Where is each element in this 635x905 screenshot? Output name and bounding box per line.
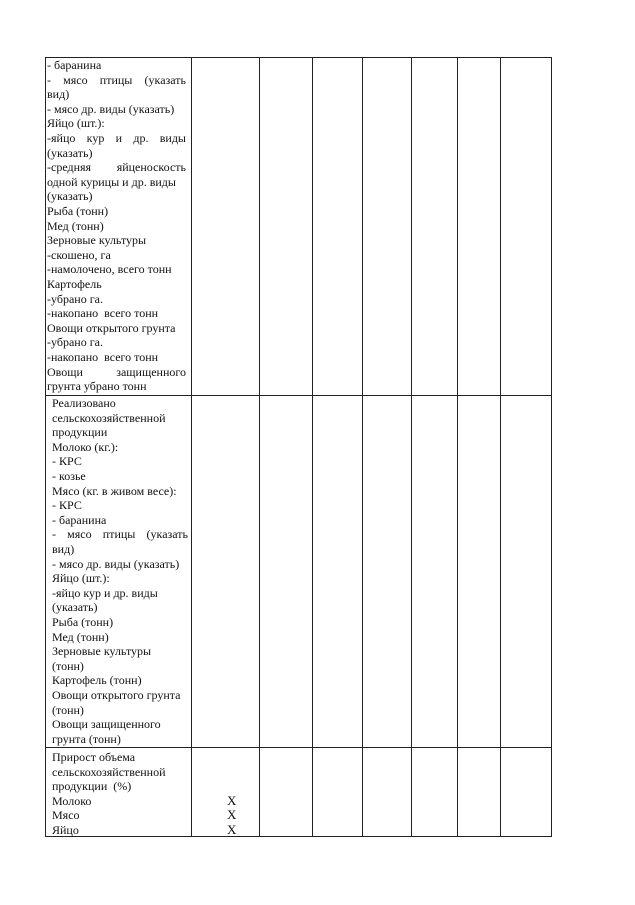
row-label: сельскохозяйственной (52, 410, 166, 425)
table-column-border-8 (551, 57, 552, 837)
row-label: - козье (52, 469, 86, 483)
row-label: (указать) (47, 189, 93, 204)
row-label: -яйцо кур и др. виды (47, 131, 186, 145)
table-column-border-0 (45, 57, 46, 837)
row-label: Картофель (47, 277, 102, 291)
row-label: -яйцо кур и др. виды (52, 585, 158, 600)
row-label: Мясо (кг. в живом весе): (52, 483, 177, 498)
table-column-border-1 (191, 57, 192, 837)
row-label: -намолочено, всего тонн (47, 262, 172, 277)
row-label: - КРС (52, 454, 82, 469)
row-label: вид) (52, 542, 75, 556)
row-label: продукции (%) (52, 779, 132, 794)
row-label: грунта (тонн) (52, 731, 121, 746)
row-label: вид) (47, 87, 70, 102)
row-label: Молоко (кг.): (52, 439, 119, 454)
not-applicable-mark: X (227, 792, 237, 808)
row-label: Яйцо (52, 823, 79, 837)
table-column-border-2 (259, 57, 260, 837)
row-label: продукции (52, 425, 108, 440)
row-label: (тонн) (52, 702, 84, 717)
table-column-border-4 (362, 57, 363, 837)
row-label: Рыба (тонн) (52, 615, 114, 629)
row-label: - КРС (52, 498, 82, 513)
row-label: - мясо др. виды (указать) (52, 556, 180, 571)
row-label: Прирост объема (52, 750, 136, 764)
table-column-border-7 (500, 57, 501, 837)
row-label: Овощи защищенного (47, 364, 186, 379)
row-label: Яйцо (шт.): (52, 571, 110, 586)
row-label: (указать) (47, 145, 93, 160)
table-column-border-3 (312, 57, 313, 837)
row-label: - мясо птицы (указать (47, 72, 186, 87)
row-label: -скошено, га (47, 247, 111, 262)
row-label: - мясо др. виды (указать) (47, 101, 175, 116)
row-label: одной курицы и др. виды (47, 174, 176, 189)
row-label: -накопано всего тонн (47, 306, 159, 321)
row-label: - баранина (52, 512, 107, 527)
row-label: - мясо птицы (указать (52, 527, 188, 542)
row-label: Яйцо (шт.): (47, 116, 105, 131)
row-label: Мед (тонн) (47, 218, 104, 233)
row-label: Реализовано (52, 396, 116, 410)
row-label: Мед (тонн) (52, 629, 109, 644)
row-label: - баранина (47, 58, 102, 72)
table-row-border-2 (45, 747, 552, 748)
row-label: -накопано всего тонн (47, 350, 159, 364)
not-applicable-mark: X (227, 822, 237, 837)
row-label: Овощи открытого грунта (47, 320, 176, 335)
row-label: Зерновые культуры (47, 233, 147, 248)
row-label: Молоко (52, 793, 92, 808)
row-label: (указать) (52, 600, 98, 615)
row-label: Рыба (тонн) (47, 204, 109, 218)
table-column-border-6 (457, 57, 458, 837)
row-label: Овощи открытого грунта (52, 688, 181, 702)
row-label: Овощи защищенного (52, 717, 161, 732)
table-column-border-5 (411, 57, 412, 837)
not-applicable-mark: X (227, 807, 237, 823)
row-label: Картофель (тонн) (52, 673, 142, 688)
row-label: (тонн) (52, 658, 84, 673)
row-label: -средняя яйценоскость (47, 160, 186, 175)
row-label: -убрано га. (47, 335, 103, 350)
row-label: грунта убрано тонн (47, 379, 147, 394)
row-label: Зерновые культуры (52, 644, 152, 659)
row-label: сельскохозяйственной (52, 764, 166, 779)
row-label: -убрано га. (47, 291, 103, 306)
row-label: Мясо (52, 808, 80, 823)
